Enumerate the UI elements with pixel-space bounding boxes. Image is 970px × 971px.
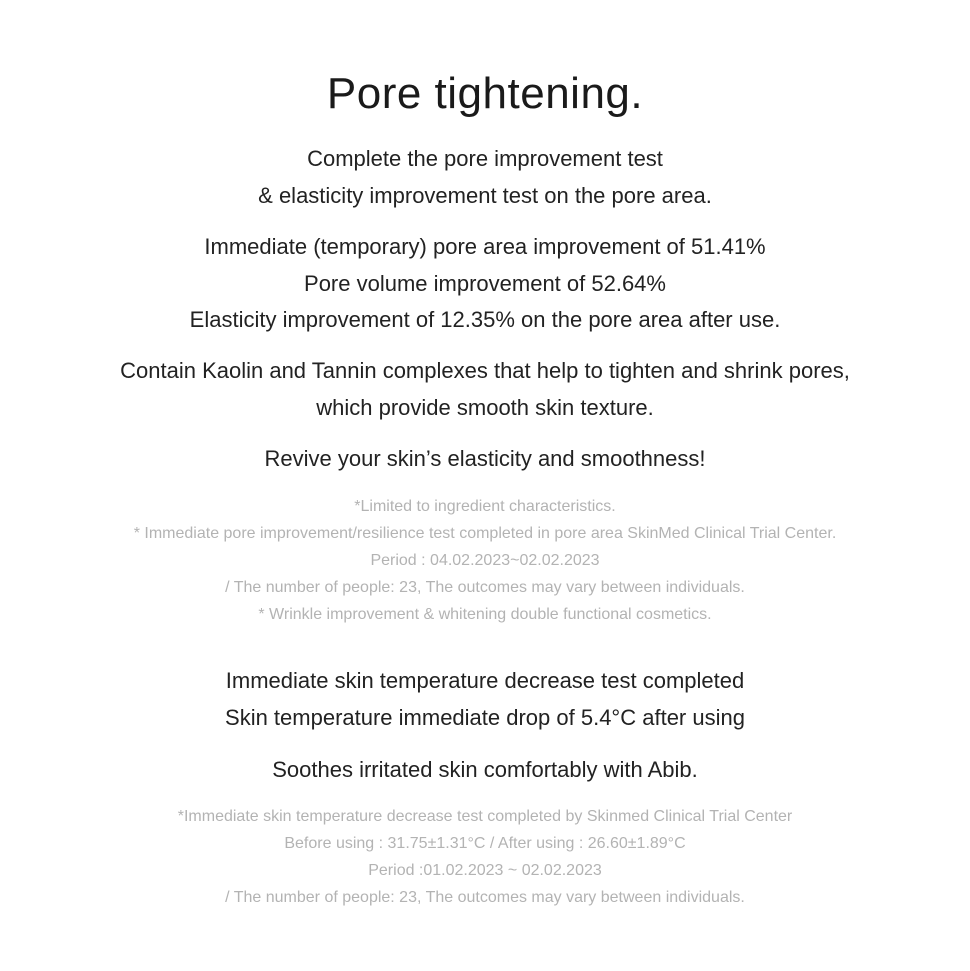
result-line: Pore volume improvement of 52.64% <box>304 270 666 296</box>
intro-text <box>20 141 950 214</box>
temperature-results <box>20 663 950 736</box>
soothes-line: Soothes irritated skin comfortably with Abib. <box>272 757 698 782</box>
footnote-line: * Wrinkle improvement & whitening double functional cosmetics. <box>258 606 712 623</box>
intro-line: & elasticity improvement test on the pore area. <box>258 182 712 208</box>
ingredient-line: Contain Kaolin and Tannin complexes that help to tighten and shrink pores, <box>120 358 850 383</box>
page-title: Pore tightening. <box>326 69 644 118</box>
footnote-line: * Immediate pore improvement/resilience test completed in pore area SkinMed Clinical Trial Center. <box>133 525 837 542</box>
result-line: Elasticity improvement of 12.35% on the pore area after use. <box>189 307 781 332</box>
soothes-tagline <box>20 752 950 789</box>
pore-test-footnotes <box>20 493 950 628</box>
intro-line: Complete the pore improvement test <box>307 146 663 171</box>
result-line: Immediate (temporary) pore area improvement of 51.41% <box>204 234 766 259</box>
test-results <box>20 229 950 339</box>
ingredient-description <box>20 353 950 426</box>
footnote-line: Period : 04.02.2023~02.02.2023 <box>370 552 600 569</box>
footnote-line: *Limited to ingredient characteristics. <box>354 498 616 515</box>
ingredient-line: which provide smooth skin texture. <box>316 394 654 420</box>
temperature-line: Immediate skin temperature decrease test completed <box>225 668 745 693</box>
temperature-line: Skin temperature immediate drop of 5.4°C after using <box>225 704 745 730</box>
footnote-line: Period :01.02.2023 ~ 02.02.2023 <box>368 862 602 879</box>
footnote-line: / The number of people: 23, The outcomes may vary between individuals. <box>225 579 745 596</box>
revive-tagline <box>20 441 950 478</box>
footnote-line: *Immediate skin temperature decrease test completed by Skinmed Clinical Trial Center <box>177 808 793 825</box>
footnote-line: / The number of people: 23, The outcomes may vary between individuals. <box>225 889 745 906</box>
revive-line: Revive your skin’s elasticity and smoothness! <box>264 446 706 471</box>
temperature-test-footnotes <box>20 803 950 911</box>
footnote-line: Before using : 31.75±1.31°C / After using : 26.60±1.89°C <box>284 835 686 852</box>
